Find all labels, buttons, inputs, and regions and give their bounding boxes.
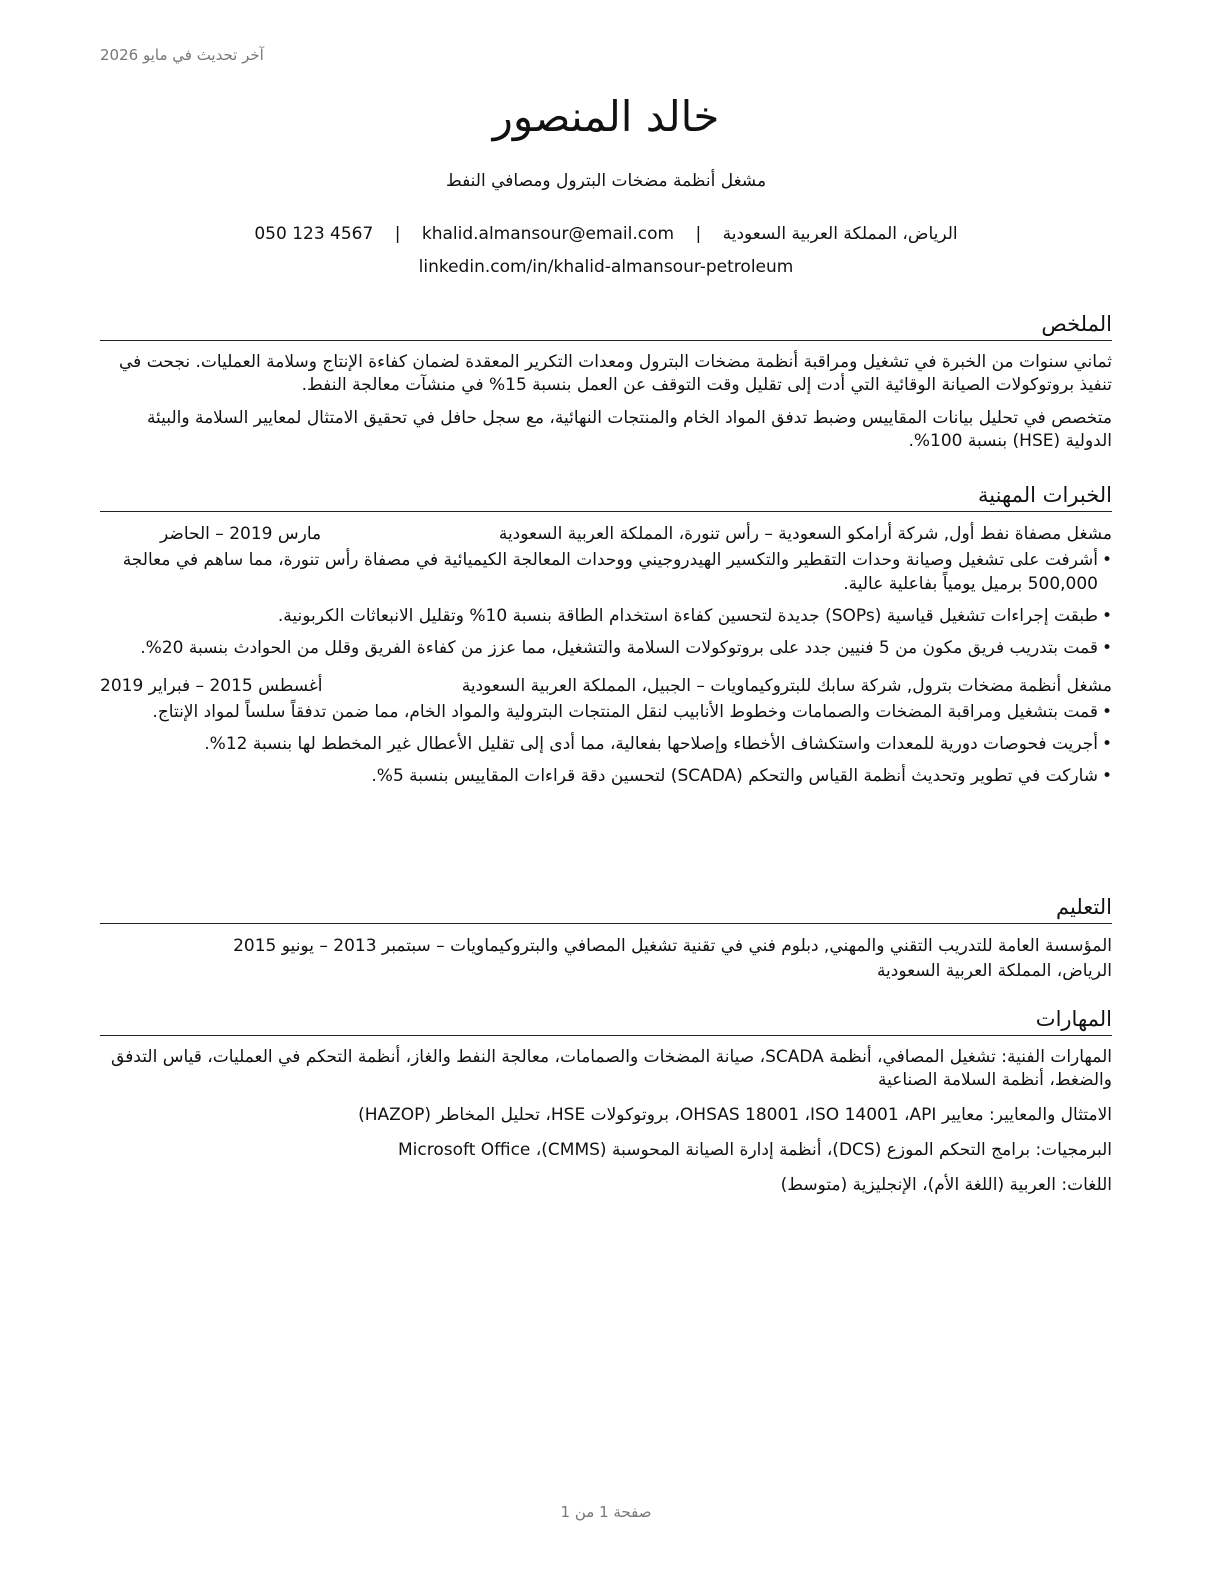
job-role: مشغل مصفاة نفط أول, شركة أرامكو السعودية – رأس تنورة، المملكة العربية السعودية xyxy=(498,524,1112,544)
job-bullet: • قمت بتشغيل ومراقبة المضخات والصمامات وخطوط الأنابيب لنقل المنتجات البترولية والمواد الخام، مما ضمن تدفقاً سلساً لمواد الإنتاج. xyxy=(100,700,1098,724)
experience-section xyxy=(100,481,1112,796)
job-bullets xyxy=(100,548,1112,660)
job-dates: أغسطس 2015 – فبراير 2019 xyxy=(100,676,323,696)
skills-item: اللغات: العربية (اللغة الأم)، الإنجليزية (متوسط) xyxy=(780,1175,1112,1195)
last-updated-note: آخر تحديث في مايو 2026 xyxy=(100,46,264,64)
experience-heading: الخبرات المهنية xyxy=(100,481,1112,512)
skills-heading: المهارات xyxy=(100,1005,1112,1036)
job-bullets xyxy=(100,700,1112,788)
job-dates: مارس 2019 – الحاضر xyxy=(160,524,322,544)
education-section xyxy=(100,893,1112,984)
contact-separator: | xyxy=(695,224,702,244)
contact-location: الرياض، المملكة العربية السعودية xyxy=(722,224,958,244)
skills-item: المهارات الفنية: تشغيل المصافي، أنظمة SCADA، صيانة المضخات والصمامات، معالجة النفط والغاز، أنظمة التحكم في العمليات، قياس التدفق والضغط، أنظمة السلامة الصناعية xyxy=(111,1047,1112,1090)
candidate-name: خالد المنصور xyxy=(492,92,720,141)
summary-heading: الملخص xyxy=(100,310,1112,341)
summary-paragraph: ثماني سنوات من الخبرة في تشغيل ومراقبة أنظمة مضخات البترول ومعدات التكرير المعقدة لضمان كفاءة الإنتاج وسلامة العمليات. نجحت في تنفيذ بروتوكولات الصيانة الوقائية التي أدت إلى تقليل وقت التوقف عن العمل بنسبة 15% في منشآت معالجة النفط. xyxy=(119,352,1112,395)
skills-item: البرمجيات: برامج التحكم الموزع (DCS)، أنظمة إدارة الصيانة المحوسبة (CMMS)، Microsoft Office xyxy=(398,1140,1112,1160)
summary-section xyxy=(100,310,1112,463)
education-heading: التعليم xyxy=(100,893,1112,924)
job-bullet: • أشرفت على تشغيل وصيانة وحدات التقطير والتكسير الهيدروجيني ووحدات المعالجة الكيميائية في مصفاة رأس تنورة، مما ساهم في معالجة 500,000 برميل يومياً بفاعلية عالية. xyxy=(100,548,1098,596)
contact-phone: 050 123 4567 xyxy=(254,224,374,244)
contact-email[interactable]: khalid.almansour@email.com xyxy=(421,224,675,244)
skills-section xyxy=(100,1005,1112,1209)
job-bullet: • أجريت فحوصات دورية للمعدات واستكشاف الأخطاء وإصلاحها بفعالية، مما أدى إلى تقليل الأعطال غير المخطط لها بنسبة 12%. xyxy=(100,732,1098,756)
job-bullet: • طبقت إجراءات تشغيل قياسية (SOPs) جديدة لتحسين كفاءة استخدام الطاقة بنسبة 10% وتقليل الانبعاثات الكربونية. xyxy=(100,604,1098,628)
education-line: المؤسسة العامة للتدريب التقني والمهني, دبلوم فني في تقنية تشغيل المصافي والبتروكيماويات – سبتمبر 2013 – يونيو 2015 xyxy=(233,936,1112,956)
resume-page xyxy=(100,0,1112,1584)
job-role: مشغل أنظمة مضخات بترول, شركة سابك للبتروكيماويات – الجبيل، المملكة العربية السعودية xyxy=(461,676,1112,696)
job-bullet: • شاركت في تطوير وتحديث أنظمة القياس والتحكم (SCADA) لتحسين دقة قراءات المقاييس بنسبة 5%. xyxy=(100,764,1098,788)
job-bullet: • قمت بتدريب فريق مكون من 5 فنيين جدد على بروتوكولات السلامة والتشغيل، مما عزز من كفاءة الفريق وقلل من الحوادث بنسبة 20%. xyxy=(100,636,1098,660)
job-header xyxy=(100,522,1112,546)
job-header xyxy=(100,674,1112,698)
page-footer: صفحة 1 من 1 xyxy=(560,1503,652,1521)
contact-line xyxy=(100,224,1112,244)
education-location: الرياض، المملكة العربية السعودية xyxy=(876,961,1112,981)
contact-separator: | xyxy=(394,224,401,244)
skills-item: الامتثال والمعايير: معايير OHSAS 18001 ،ISO 14001 ،API، بروتوكولات HSE، تحليل المخاطر (HAZOP) xyxy=(358,1105,1112,1125)
candidate-title: مشغل أنظمة مضخات البترول ومصافي النفط xyxy=(445,171,767,191)
contact-linkedin[interactable]: linkedin.com/in/khalid-almansour-petroleum xyxy=(418,257,794,277)
summary-paragraph: متخصص في تحليل بيانات المقاييس وضبط تدفق المواد الخام والمنتجات النهائية، مع سجل حافل في تحقيق الامتثال لمعايير السلامة والبيئة الدولية (HSE) بنسبة 100%. xyxy=(146,408,1112,451)
